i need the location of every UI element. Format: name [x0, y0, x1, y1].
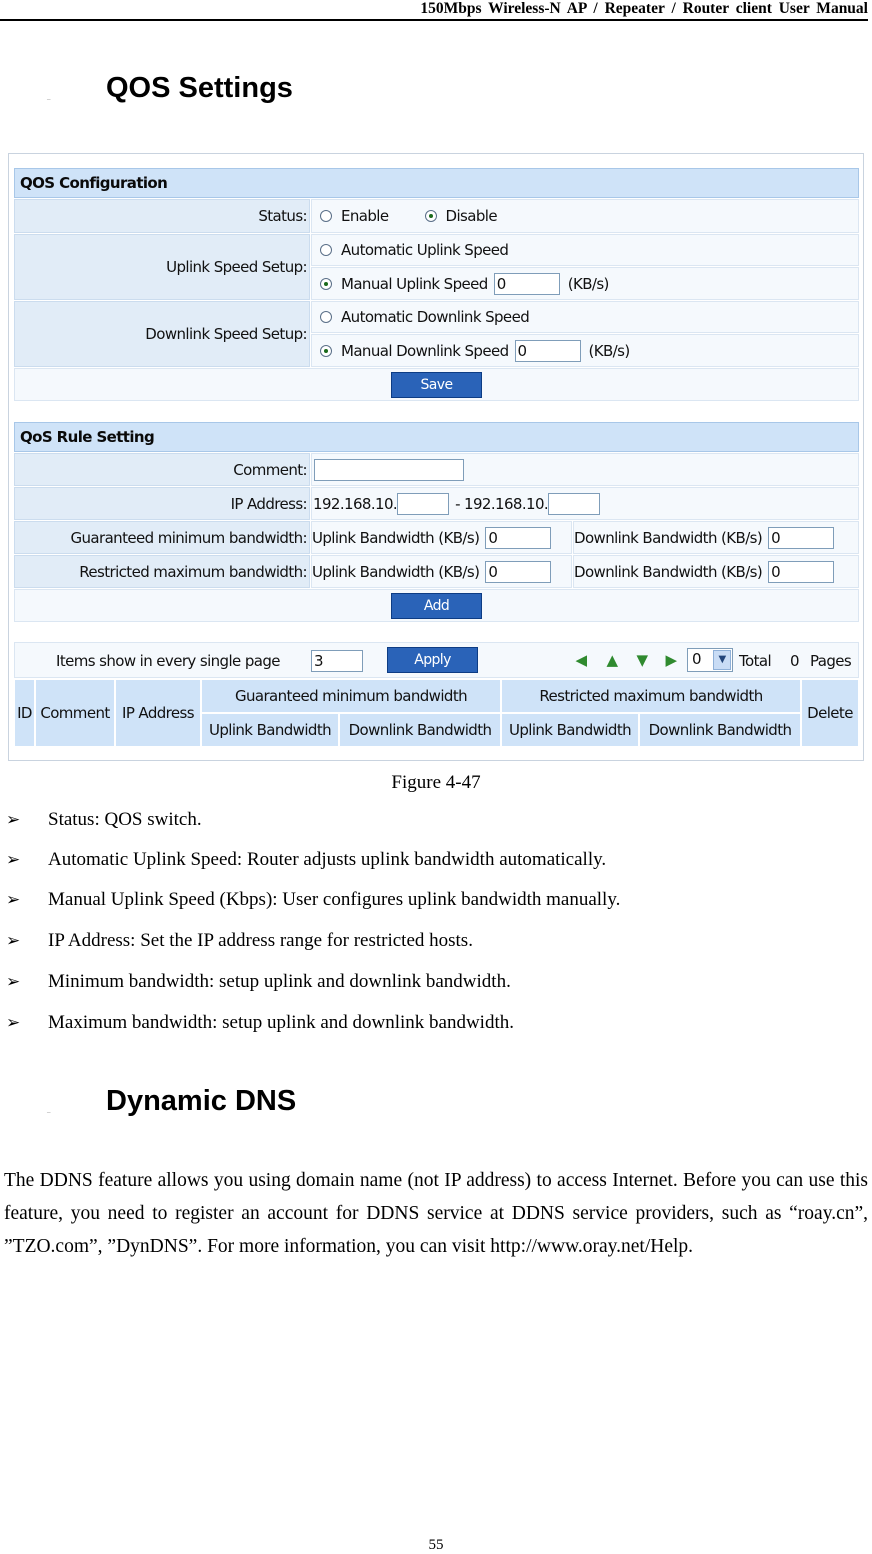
- ip-address-row: [14, 487, 859, 520]
- max-downlink-label: Downlink Bandwidth (KB/s): [574, 562, 763, 581]
- bullet-text: Maximum bandwidth: setup uplink and downlink bandwidth.: [48, 1012, 514, 1033]
- uplink-speed-label: Uplink Speed Setup:: [166, 258, 307, 276]
- qos-screenshot: [8, 153, 864, 761]
- column-guaranteed: Guaranteed minimum bandwidth: [201, 679, 501, 713]
- save-row: [14, 368, 859, 401]
- max-uplink-label: Uplink Bandwidth (KB/s): [312, 562, 480, 581]
- bullet-item: [6, 889, 620, 911]
- bullet-text: IP Address: Set the IP address range for restricted hosts.: [48, 930, 473, 951]
- running-header: 150Mbps Wireless-N AP / Repeater / Router client User Manual: [0, 0, 868, 21]
- last-page-icon[interactable]: ▶: [665, 651, 677, 669]
- heading-marker: –: [47, 1108, 51, 1116]
- bullet-arrow-icon: ➢: [6, 931, 21, 951]
- bullet-text: Minimum bandwidth: setup uplink and downlink bandwidth.: [48, 971, 511, 992]
- bullet-item: [6, 1012, 514, 1034]
- page-select-value: 0: [692, 650, 701, 668]
- bullet-text: Status: QOS switch.: [48, 809, 202, 830]
- comment-row: [14, 453, 859, 486]
- figure-caption: Figure 4-47: [391, 772, 481, 793]
- status-disable-radio[interactable]: [425, 210, 437, 222]
- downlink-unit: (KB/s): [588, 341, 630, 360]
- ip-address-label: IP Address:: [230, 494, 307, 513]
- first-page-icon[interactable]: ◀: [575, 651, 587, 669]
- downlink-auto-label: Automatic Downlink Speed: [341, 308, 530, 326]
- bullet-item: [6, 930, 473, 952]
- column-delete: Delete: [801, 679, 859, 747]
- add-row: [14, 589, 859, 622]
- total-label: Total: [739, 652, 772, 670]
- comment-label: Comment:: [233, 460, 307, 479]
- ddns-paragraph: The DDNS feature allows you using domain name (not IP address) to access Internet. Before you can use this feature, you need to register an account for DDNS service at DDNS service providers, such as “roay.cn”, ”TZO.com”, ”DynDNS”. For more information, you can visit http://www.oray.net/Help.: [4, 1170, 868, 1257]
- bullet-item: [6, 849, 606, 871]
- min-downlink-label: Downlink Bandwidth (KB/s): [574, 528, 763, 547]
- uplink-manual-radio[interactable]: [320, 278, 332, 290]
- previous-page-icon[interactable]: ▲: [606, 651, 618, 669]
- max-uplink-input[interactable]: 0: [485, 561, 551, 583]
- bullet-item: [6, 809, 202, 831]
- page-number: 55: [428, 1537, 444, 1553]
- column-ip-address: IP Address: [115, 679, 201, 747]
- pagination-row: [14, 642, 859, 678]
- ip-end-prefix: - 192.168.10.: [455, 494, 549, 513]
- next-page-icon[interactable]: ▼: [636, 651, 648, 669]
- min-uplink-input[interactable]: 0: [485, 527, 551, 549]
- column-restricted: Restricted maximum bandwidth: [501, 679, 801, 713]
- add-button[interactable]: Add: [391, 593, 482, 619]
- bullet-arrow-icon: ➢: [6, 810, 21, 830]
- column-id: ID: [14, 679, 35, 747]
- downlink-speed-input[interactable]: 0: [515, 340, 581, 362]
- bullet-text: Manual Uplink Speed (Kbps): User configures uplink bandwidth manually.: [48, 889, 621, 910]
- status-enable-label: Enable: [341, 207, 389, 225]
- uplink-speed-input[interactable]: 0: [494, 273, 560, 295]
- min-bandwidth-label: Guaranteed minimum bandwidth:: [70, 528, 307, 547]
- min-uplink-label: Uplink Bandwidth (KB/s): [312, 528, 480, 547]
- save-button[interactable]: Save: [391, 372, 482, 398]
- bullet-arrow-icon: ➢: [6, 1013, 21, 1033]
- status-row: [14, 199, 859, 233]
- uplink-unit: (KB/s): [567, 274, 609, 293]
- items-per-page-input[interactable]: 3: [311, 650, 363, 672]
- max-bandwidth-label: Restricted maximum bandwidth:: [79, 562, 307, 581]
- bullet-text: Automatic Uplink Speed: Router adjusts uplink bandwidth automatically.: [48, 849, 607, 870]
- qos-rule-title: [14, 422, 859, 452]
- max-bandwidth-row: [14, 555, 859, 588]
- bullet-arrow-icon: ➢: [6, 890, 21, 910]
- rule-table-header: [14, 679, 859, 747]
- ip-start-prefix: 192.168.10.: [313, 494, 398, 513]
- status-label: Status:: [258, 207, 307, 225]
- downlink-manual-radio[interactable]: [320, 345, 332, 357]
- uplink-auto-label: Automatic Uplink Speed: [341, 241, 509, 259]
- heading-marker: –: [47, 95, 51, 103]
- qos-section-heading: QOS Settings: [106, 72, 293, 104]
- qos-configuration-title: [14, 168, 859, 198]
- ip-end-input[interactable]: [548, 493, 600, 515]
- qos-rule-title-text: QoS Rule Setting: [20, 428, 155, 446]
- total-value: 0: [790, 652, 799, 670]
- bullet-arrow-icon: ➢: [6, 972, 21, 992]
- downlink-manual-label: Manual Downlink Speed: [341, 341, 509, 360]
- bullet-arrow-icon: ➢: [6, 850, 21, 870]
- column-min-downlink: Downlink Bandwidth: [339, 713, 501, 747]
- column-min-uplink: Uplink Bandwidth: [201, 713, 339, 747]
- uplink-speed-row: [14, 234, 859, 300]
- ip-start-input[interactable]: [397, 493, 449, 515]
- column-comment: Comment: [35, 679, 115, 747]
- chevron-down-icon[interactable]: ▼: [713, 650, 731, 670]
- column-max-uplink: Uplink Bandwidth: [501, 713, 639, 747]
- min-downlink-input[interactable]: 0: [768, 527, 834, 549]
- pages-label: Pages: [810, 652, 852, 670]
- page-select[interactable]: [687, 648, 733, 672]
- downlink-speed-row: [14, 301, 859, 367]
- uplink-auto-radio[interactable]: [320, 244, 332, 256]
- downlink-auto-radio[interactable]: [320, 311, 332, 323]
- uplink-manual-label: Manual Uplink Speed: [341, 274, 488, 293]
- ddns-section-heading: Dynamic DNS: [106, 1085, 297, 1117]
- qos-configuration-title-text: QOS Configuration: [20, 174, 168, 192]
- downlink-speed-label: Downlink Speed Setup:: [145, 325, 307, 343]
- comment-input[interactable]: [314, 459, 464, 481]
- items-per-page-label: Items show in every single page: [56, 652, 280, 670]
- status-disable-label: Disable: [445, 207, 497, 225]
- max-downlink-input[interactable]: 0: [768, 561, 834, 583]
- status-enable-radio[interactable]: [320, 210, 332, 222]
- bullet-item: [6, 971, 511, 993]
- min-bandwidth-row: [14, 521, 859, 554]
- column-max-downlink: Downlink Bandwidth: [639, 713, 801, 747]
- apply-button[interactable]: Apply: [387, 647, 478, 673]
